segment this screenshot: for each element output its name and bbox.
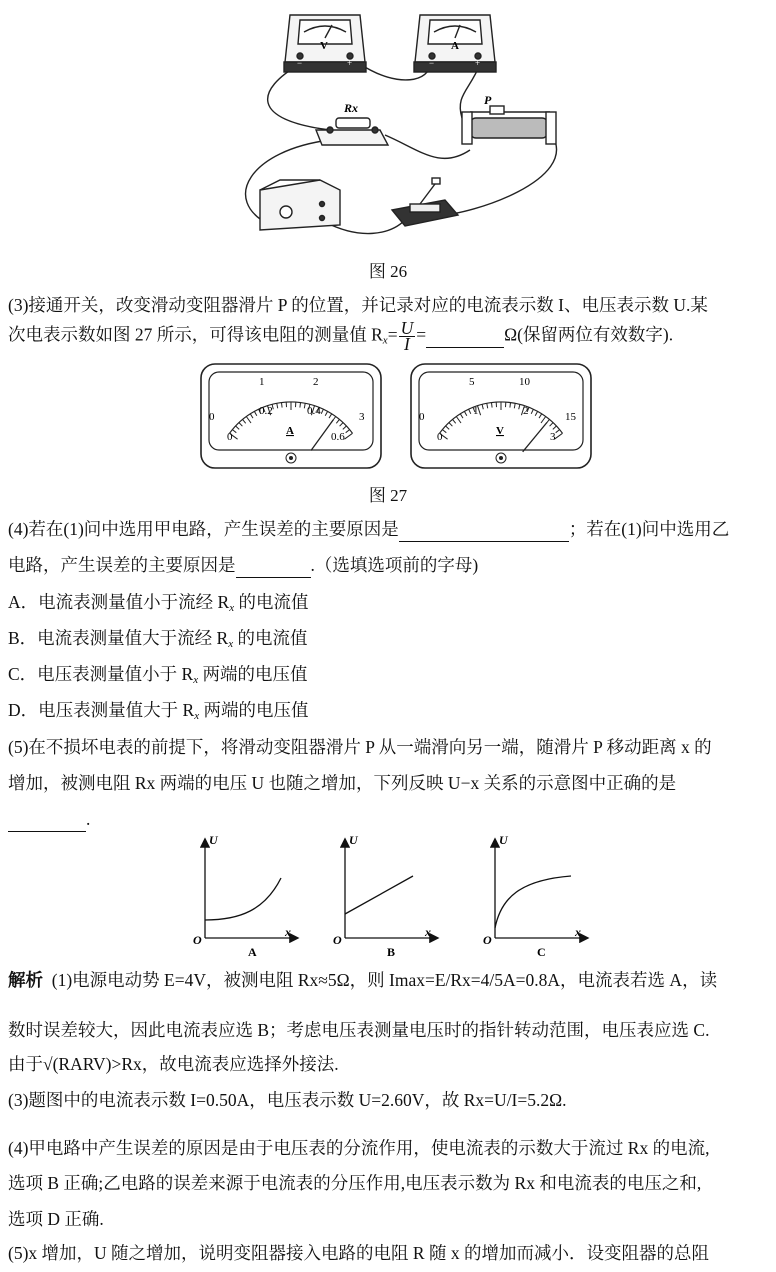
graph-c [483,833,587,959]
voltmeter-label: V [320,40,328,52]
svg-text:+: + [475,58,481,68]
ammeter-label: A [451,40,459,52]
svg-text:x: x [575,925,581,939]
svg-text:U: U [499,833,508,847]
graph-b [333,833,437,959]
svg-text:0: 0 [227,431,233,443]
ux-graphs [185,828,605,960]
scale-tick [510,403,511,408]
svg-text:O: O [333,933,342,947]
svg-text:O: O [193,933,202,947]
svg-text:3: 3 [359,411,365,423]
voltmeter-dial [411,364,591,468]
svg-text:0: 0 [209,411,215,423]
svg-text:0: 0 [437,431,443,443]
svg-text:10: 10 [519,376,530,388]
svg-text:−: − [297,58,303,68]
ammeter-dial [201,364,381,468]
svg-text:0.4: 0.4 [307,405,321,417]
svg-text:A: A [248,945,257,959]
q4-option-a: A．电流表测量值小于流经 $R_x$ 的电流值 [8,592,309,614]
figure-27-caption: 图 27 [368,486,408,505]
ammeter-unit: A [286,425,294,437]
solution-p3: (3)题图中的电流表示数 I=0.50A，电压表示数 U=2.60V，故 Rx=U/I=5.2Ω. [8,1090,567,1110]
power-supply [260,180,340,230]
svg-text:C: C [537,945,546,959]
resistor-label: Rx [344,101,359,115]
wire [440,135,557,215]
q5-line1: (5)在不损坏电表的前提下，将滑动变阻器滑片 P 从一端滑向另一端，随滑片 P 移动距离 x 的 [8,737,712,757]
answer-blank-yi[interactable] [236,553,311,578]
svg-text:O: O [483,933,492,947]
q3-line1: (3)接通开关，改变滑动变阻器滑片 P 的位置，并记录对应的电流表示数 I、电压表示数 U.某 [8,295,708,315]
scale-tick [282,403,283,408]
rheostat-device [462,106,556,144]
q4-line2: 电路，产生误差的主要原因是 .（选填选项前的字母) [8,553,478,578]
fraction-u-over-i: $\frac{U}{I}$ [400,318,414,354]
q4-line1: (4)若在(1)问中选用甲电路，产生误差的主要原因是 ；若在(1)问中选用乙 [8,517,729,542]
svg-text:0: 0 [419,411,425,423]
q4-option-b: B．电流表测量值大于流经 $R_x$ 的电流值 [8,628,308,650]
solution-p4-line1: (4)甲电路中产生误差的原因是由于电压表的分流作用，使电流表的示数大于流过 Rx 的电流, [8,1138,710,1158]
svg-text:1: 1 [259,376,265,388]
wire [385,135,470,158]
q4-option-d: D．电压表测量值大于 $R_x$ 两端的电压值 [8,700,309,722]
scale-tick [300,403,301,408]
svg-text:1: 1 [473,405,479,417]
solution-p1-line1: 解析 (1)电源电动势 E=4V，被测电阻 Rx≈5Ω，则 Imax=E/Rx=4/5A=0.8A，电流表若选 A，读 [8,970,718,990]
voltmeter-unit: V [496,425,504,437]
figure-27-meters [195,360,595,472]
answer-blank[interactable] [426,323,504,348]
svg-text:5: 5 [469,376,475,388]
svg-text:2: 2 [523,405,529,417]
solution-p4-line2: 选项 B 正确;乙电路的误差来源于电流表的分压作用,电压表示数为 Rx 和电流表的电压之和, [8,1173,702,1193]
svg-text:15: 15 [565,411,576,423]
rheostat-label: P [484,93,492,107]
solution-p4-line3: 选项 D 正确. [8,1209,104,1229]
solution-p1-line2: 数时误差较大，因此电流表应选 B；考虑电压表测量电压时的指针转动范围，电压表应选 C. [8,1020,710,1040]
resistor-rx [316,118,388,145]
svg-text:3: 3 [550,431,556,443]
q4-option-c: C．电压表测量值小于 $R_x$ 两端的电压值 [8,664,308,686]
q5-line2: 增加，被测电阻 Rx 两端的电压 U 也随之增加，下列反映 U−x 关系的示意图中正确的是 [8,773,677,793]
svg-text:+: + [347,58,353,68]
answer-blank-jia[interactable] [399,517,569,542]
svg-text:0.6: 0.6 [331,431,345,443]
graph-a [193,833,297,959]
figure-26-apparatus [0,0,776,250]
svg-text:0.2: 0.2 [259,405,273,417]
switch [392,178,458,226]
scale-tick [492,403,493,408]
svg-text:U: U [349,833,358,847]
svg-text:x: x [285,925,291,939]
svg-text:x: x [425,925,431,939]
q5-line3: . [8,807,90,832]
solution-p5: (5)x 增加，U 随之增加，说明变阻器接入电路的电阻 R 随 x 的增加而减小．设变阻器的总阻 [8,1243,709,1263]
figure-26-caption: 图 26 [368,262,408,281]
q3-line2: 次电表示数如图 27 所示，可得该电阻的测量值 $R_x=$ $\frac{U}{I}$ = Ω(保留两位有效数字). [8,318,674,354]
svg-text:2: 2 [313,376,319,388]
solution-p1-line3: 由于√(RARV)>Rx，故电流表应选择外接法. [8,1054,339,1074]
answer-blank-q5[interactable] [8,807,86,832]
svg-text:−: − [429,58,435,68]
svg-text:B: B [387,945,396,959]
solution-heading: 解析 [8,970,43,990]
wire [268,64,330,130]
svg-text:U: U [209,833,218,847]
